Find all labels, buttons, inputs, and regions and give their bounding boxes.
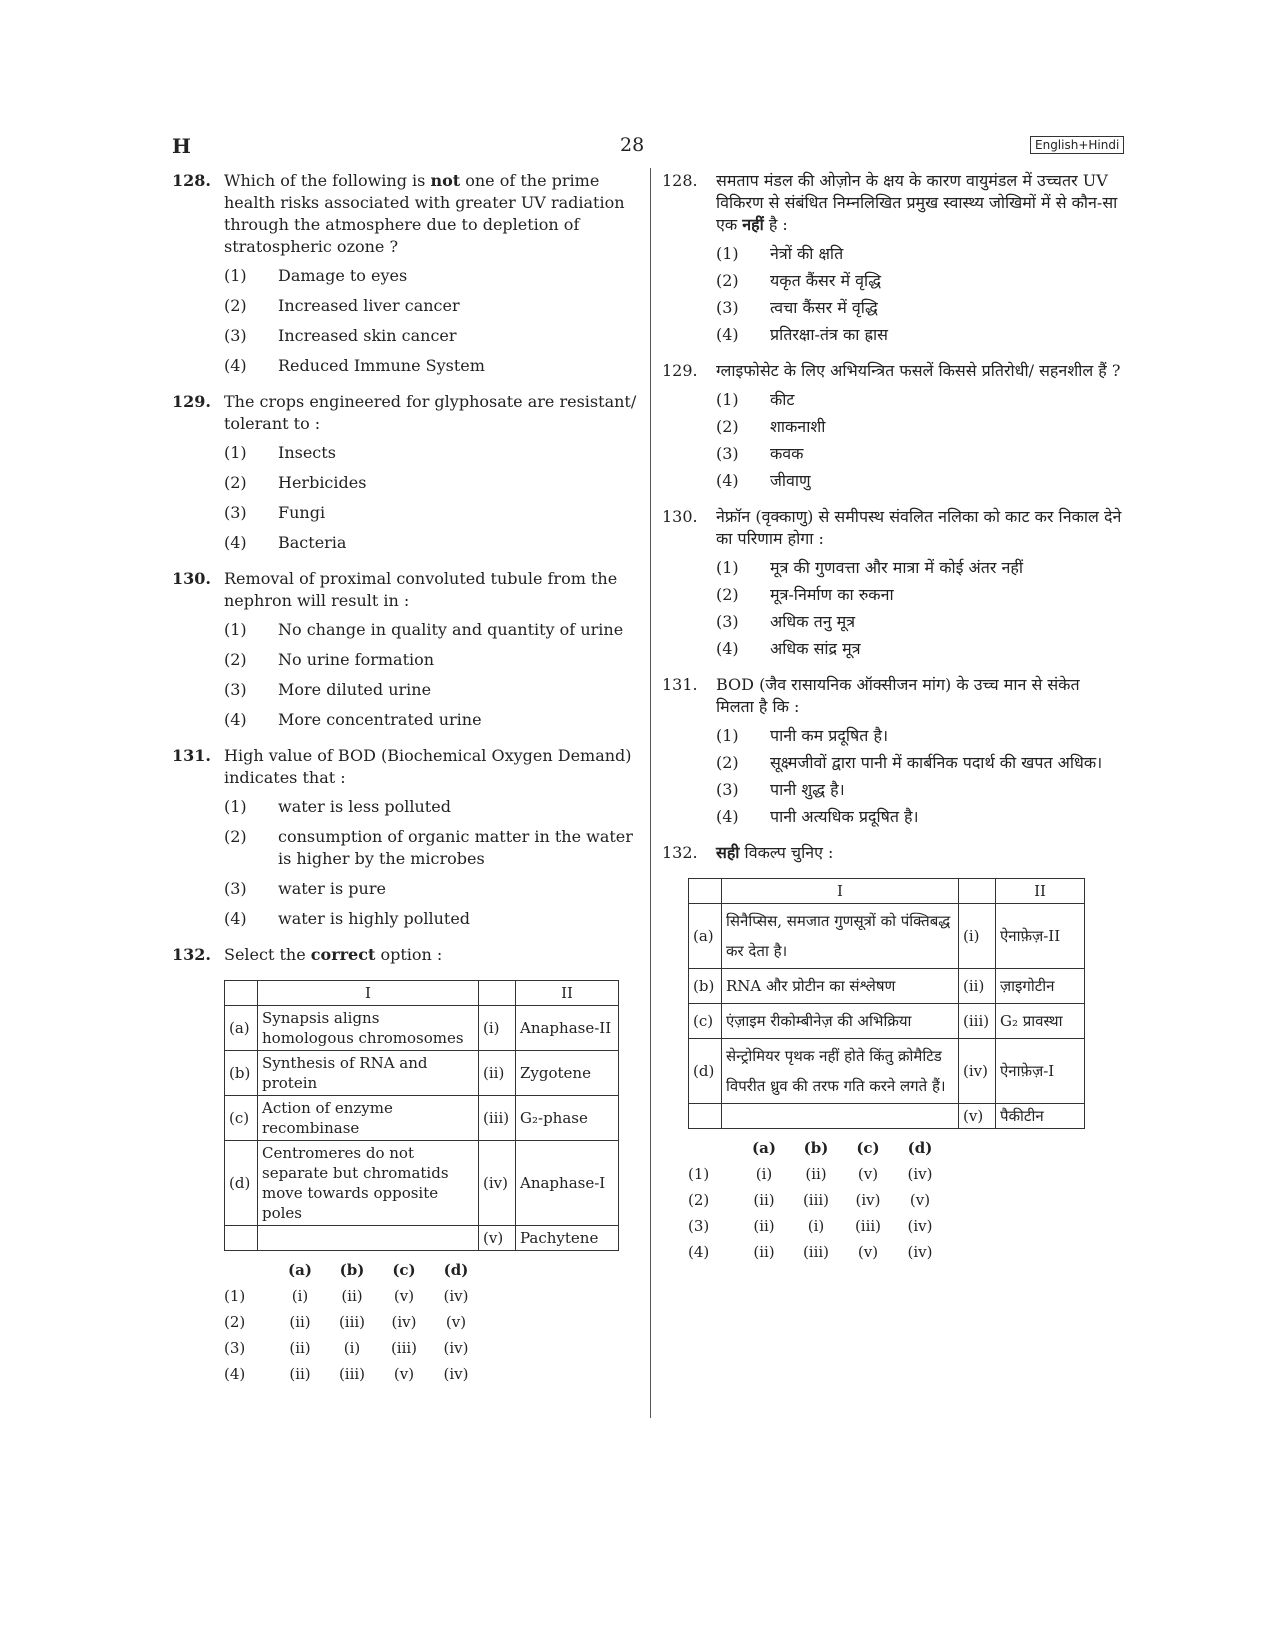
answer-cell: (ii) (805, 1165, 827, 1183)
answer-cell: (i) (343, 1339, 361, 1357)
question-text-part: BOD (जैव रासायनिक ऑक्सीजन मांग) के उच्च मान से संकेत मिलता है कि : (716, 675, 1080, 716)
question-stem (172, 170, 638, 258)
option-text: यकृत कैंसर में वृद्धि (770, 271, 881, 290)
option-item (224, 532, 638, 554)
option-label: (v) (479, 1226, 516, 1251)
question-block (172, 745, 638, 930)
answer-cell: (iii) (390, 1339, 418, 1357)
column-ii-cell: पैकीटीन (996, 1104, 1085, 1129)
option-number: (2) (716, 271, 739, 290)
question-block (662, 506, 1122, 660)
row-label: (d) (689, 1039, 722, 1104)
answer-cell: (iv) (907, 1165, 933, 1183)
answer-option-number: (4) (688, 1243, 710, 1261)
option-text: अधिक तनु मूत्र (770, 612, 856, 631)
option-text: Insects (278, 443, 336, 462)
question-number: 131. (662, 675, 698, 694)
option-text: Damage to eyes (278, 266, 408, 285)
question-text (224, 170, 638, 258)
option-text: नेत्रों की क्षति (770, 244, 844, 263)
options-list (716, 725, 1122, 828)
answer-cell: (iii) (338, 1365, 366, 1383)
option-text: जीवाणु (770, 471, 811, 490)
answer-header-cell: (a) (752, 1139, 776, 1157)
option-text: सूक्ष्मजीवों द्वारा पानी में कार्बनिक पदार्थ की खपत अधिक। (770, 753, 1103, 772)
answer-row (224, 1309, 482, 1335)
emphasis-text: सही (716, 843, 740, 862)
column-ii-cell: Anaphase-I (516, 1141, 619, 1226)
answer-header-cell (224, 1257, 274, 1283)
question-block (172, 391, 638, 554)
options-list (716, 557, 1122, 660)
column-header-ii: II (516, 981, 619, 1006)
column-ii-cell: Anaphase-II (516, 1006, 619, 1051)
question-text (716, 360, 1122, 382)
option-text: No urine formation (278, 650, 435, 669)
option-item (716, 752, 1122, 774)
option-item (716, 779, 1122, 801)
answer-cell: (ii) (341, 1287, 363, 1305)
question-number: 132. (172, 945, 211, 964)
option-number: (3) (224, 326, 247, 345)
row-label (225, 1226, 258, 1251)
section-label: H (172, 134, 191, 158)
answer-header-cell: (d) (443, 1261, 469, 1279)
match-table-row (225, 1226, 619, 1251)
option-number: (3) (224, 503, 247, 522)
question-text (224, 745, 638, 789)
answer-cell: (iv) (443, 1287, 469, 1305)
row-label: (b) (225, 1051, 258, 1096)
answer-cell: (iv) (855, 1191, 881, 1209)
answer-row (688, 1187, 946, 1213)
option-item (716, 725, 1122, 747)
emphasis-text: नहीं (742, 215, 764, 234)
match-table-row (689, 1039, 1085, 1104)
column-header-i: I (258, 981, 479, 1006)
answer-cell: (v) (857, 1165, 879, 1183)
answer-cell: (ii) (753, 1217, 775, 1235)
answer-cell: (iii) (854, 1217, 882, 1235)
answer-cell: (i) (807, 1217, 825, 1235)
column-header-i: I (722, 879, 959, 904)
answer-cell: (iv) (443, 1365, 469, 1383)
options-list (224, 619, 638, 731)
question-text (224, 391, 638, 435)
option-label: (i) (959, 904, 996, 969)
option-number: (2) (224, 296, 247, 315)
match-table-header (689, 879, 1085, 904)
question-block (662, 170, 1122, 346)
option-item (716, 611, 1122, 633)
question-text (716, 842, 1122, 864)
option-number: (2) (716, 585, 739, 604)
question-number: 129. (172, 392, 211, 411)
answer-header-cell: (c) (392, 1261, 416, 1279)
match-table-header (225, 981, 619, 1006)
row-label: (a) (225, 1006, 258, 1051)
answer-header-row (224, 1257, 482, 1283)
header-blank (225, 981, 258, 1006)
option-number: (1) (224, 797, 247, 816)
english-column (172, 170, 638, 1387)
answer-cell: (iii) (802, 1191, 830, 1209)
options-list (224, 442, 638, 554)
options-list (716, 389, 1122, 492)
question-text (224, 568, 638, 612)
option-label: (iii) (479, 1096, 516, 1141)
column-i-cell: Synthesis of RNA and protein (258, 1051, 479, 1096)
option-item (224, 325, 638, 347)
question-text (716, 506, 1122, 550)
column-i-cell: RNA और प्रोटीन का संश्लेषण (722, 969, 959, 1004)
option-text: More diluted urine (278, 680, 432, 699)
row-label: (c) (689, 1004, 722, 1039)
column-ii-cell: Zygotene (516, 1051, 619, 1096)
option-number: (2) (224, 650, 247, 669)
options-list (716, 243, 1122, 346)
answer-cell: (i) (755, 1165, 773, 1183)
question-block (172, 568, 638, 731)
option-number: (1) (716, 558, 739, 577)
option-text: Fungi (278, 503, 326, 522)
match-table-row (225, 1051, 619, 1096)
answer-header-cell: (d) (907, 1139, 933, 1157)
question-text (716, 170, 1122, 236)
option-text: Reduced Immune System (278, 356, 485, 375)
option-text: More concentrated urine (278, 710, 482, 729)
answer-cell: (iv) (443, 1339, 469, 1357)
question-text-part: The crops engineered for glyphosate are resistant/ tolerant to : (224, 392, 637, 433)
option-number: (3) (716, 612, 739, 631)
match-table-row (225, 1006, 619, 1051)
option-text: consumption of organic matter in the water is higher by the microbes (278, 827, 633, 868)
answer-header-cell: (a) (288, 1261, 312, 1279)
option-number: (4) (224, 356, 247, 375)
option-item (224, 472, 638, 494)
option-item (224, 442, 638, 464)
option-item (716, 443, 1122, 465)
option-number: (4) (224, 909, 247, 928)
header-blank (479, 981, 516, 1006)
emphasis-text: correct (310, 945, 376, 964)
option-number: (1) (224, 620, 247, 639)
option-label: (ii) (479, 1051, 516, 1096)
row-label: (c) (225, 1096, 258, 1141)
option-item (716, 806, 1122, 828)
option-number: (3) (716, 780, 739, 799)
option-number: (3) (224, 879, 247, 898)
question-text-part: है : (763, 215, 788, 234)
row-label: (b) (689, 969, 722, 1004)
answer-row (688, 1213, 946, 1239)
question-text-part: नेफ्रॉन (वृक्काणु) से समीपस्थ संवलित नलिका को काट कर निकाल देने का परिणाम होगा : (716, 507, 1122, 548)
answer-cell: (ii) (753, 1191, 775, 1209)
answer-option-number: (2) (688, 1191, 710, 1209)
question-stem (662, 506, 1122, 550)
option-number: (1) (224, 443, 247, 462)
option-number: (3) (716, 444, 739, 463)
option-item (716, 243, 1122, 265)
option-number: (4) (224, 533, 247, 552)
option-item (716, 389, 1122, 411)
option-text: शाकनाशी (770, 417, 826, 436)
option-item (716, 638, 1122, 660)
match-table-row (689, 969, 1085, 1004)
option-number: (1) (716, 244, 739, 263)
answer-row (224, 1335, 482, 1361)
option-item (224, 709, 638, 731)
option-item (716, 584, 1122, 606)
answer-option-number: (3) (224, 1339, 246, 1357)
column-ii-cell: Pachytene (516, 1226, 619, 1251)
option-item (224, 878, 638, 900)
answer-header-row (688, 1135, 946, 1161)
answer-header-cell: (c) (856, 1139, 880, 1157)
column-divider (650, 168, 651, 1418)
option-text: water is highly polluted (278, 909, 471, 928)
match-table-row (689, 904, 1085, 969)
option-label: (iii) (959, 1004, 996, 1039)
option-text: मूत्र-निर्माण का रुकना (770, 585, 894, 604)
option-number: (4) (716, 807, 739, 826)
column-ii-cell: ऐनाफ़ेज़-I (996, 1039, 1085, 1104)
option-item (224, 502, 638, 524)
column-ii-cell: ज़ाइगोटीन (996, 969, 1085, 1004)
match-table-row (689, 1004, 1085, 1039)
option-label: (v) (959, 1104, 996, 1129)
row-label (689, 1104, 722, 1129)
option-number: (2) (716, 417, 739, 436)
language-tag: English+Hindi (1030, 136, 1124, 154)
option-label: (iv) (959, 1039, 996, 1104)
match-table-row (225, 1141, 619, 1226)
option-number: (2) (224, 473, 247, 492)
answer-cell: (iii) (338, 1313, 366, 1331)
answer-cell: (iv) (907, 1217, 933, 1235)
option-text: त्वचा कैंसर में वृद्धि (770, 298, 878, 317)
answer-cell: (iv) (391, 1313, 417, 1331)
question-number: 128. (662, 171, 698, 190)
match-table-row (225, 1096, 619, 1141)
question-text-part: Which of the following is (224, 171, 431, 190)
option-item (224, 679, 638, 701)
answer-cell: (ii) (289, 1365, 311, 1383)
question-stem (662, 842, 1122, 864)
answer-cell: (iv) (907, 1243, 933, 1261)
column-i-cell: Action of enzyme recombinase (258, 1096, 479, 1141)
question-text-part: Select the (224, 945, 311, 964)
answer-option-number: (3) (688, 1217, 710, 1235)
answer-cell: (v) (393, 1365, 415, 1383)
option-number: (3) (716, 298, 739, 317)
question-text-part: विकल्प चुनिए : (739, 843, 834, 862)
question-stem (172, 568, 638, 612)
question-number: 132. (662, 843, 698, 862)
answer-option-number: (2) (224, 1313, 246, 1331)
option-number: (4) (716, 639, 739, 658)
option-text: पानी कम प्रदूषित है। (770, 726, 889, 745)
question-block (662, 360, 1122, 492)
option-text: पानी शुद्ध है। (770, 780, 845, 799)
column-i-cell: एंज़ाइम रीकोम्बीनेज़ की अभिक्रिया (722, 1004, 959, 1039)
question-number: 128. (172, 171, 211, 190)
question-number: 129. (662, 361, 698, 380)
option-item (224, 355, 638, 377)
option-item (224, 619, 638, 641)
column-header-ii: II (996, 879, 1085, 904)
question-text-part: Removal of proximal convoluted tubule from the nephron will result in : (224, 569, 618, 610)
option-text: प्रतिरक्षा-तंत्र का ह्रास (770, 325, 888, 344)
option-label: (iv) (479, 1141, 516, 1226)
option-item (224, 826, 638, 870)
match-table (688, 878, 1085, 1129)
column-i-cell (258, 1226, 479, 1251)
question-text-part: ग्लाइफोसेट के लिए अभियन्त्रित फसलें किससे प्रतिरोधी/ सहनशील हैं ? (716, 361, 1121, 380)
option-number: (1) (716, 726, 739, 745)
question-block (172, 170, 638, 377)
option-text: water is less polluted (278, 797, 451, 816)
option-text: मूत्र की गुणवत्ता और मात्रा में कोई अंतर नहीं (770, 558, 1024, 577)
answer-row (688, 1161, 946, 1187)
answer-option-number: (4) (224, 1365, 246, 1383)
option-number: (4) (716, 471, 739, 490)
question-stem (172, 391, 638, 435)
answer-cell: (v) (857, 1243, 879, 1261)
option-item (716, 416, 1122, 438)
question-block (662, 674, 1122, 828)
option-number: (4) (224, 710, 247, 729)
option-number: (2) (224, 827, 247, 846)
answer-options-table (688, 1135, 946, 1265)
question-block (662, 842, 1122, 864)
options-list (224, 796, 638, 930)
option-text: अधिक सांद्र मूत्र (770, 639, 861, 658)
emphasis-text: not (430, 171, 461, 190)
option-label: (ii) (959, 969, 996, 1004)
column-ii-cell: G₂ प्रावस्था (996, 1004, 1085, 1039)
answer-cell: (iii) (802, 1243, 830, 1261)
question-text-part: option : (375, 945, 443, 964)
option-item (716, 270, 1122, 292)
question-number: 131. (172, 746, 211, 765)
question-text (224, 944, 638, 966)
column-ii-cell: ऐनाफ़ेज़-II (996, 904, 1085, 969)
option-item (224, 908, 638, 930)
question-stem (172, 745, 638, 789)
option-item (224, 796, 638, 818)
options-list (224, 265, 638, 377)
header-blank (959, 879, 996, 904)
option-text: पानी अत्यधिक प्रदूषित है। (770, 807, 919, 826)
question-stem (662, 360, 1122, 382)
page-number: 28 (620, 134, 645, 156)
option-number: (2) (716, 753, 739, 772)
option-text: Herbicides (278, 473, 367, 492)
option-item (716, 297, 1122, 319)
question-stem (662, 674, 1122, 718)
answer-cell: (v) (445, 1313, 467, 1331)
answer-header-cell: (b) (803, 1139, 829, 1157)
question-stem (662, 170, 1122, 236)
option-item (224, 265, 638, 287)
option-text: कवक (770, 444, 804, 463)
column-i-cell: सिनैप्सिस, समजात गुणसूत्रों को पंक्तिबद्ध कर देता है। (722, 904, 959, 969)
answer-option-number: (1) (224, 1287, 246, 1305)
answer-row (224, 1283, 482, 1309)
answer-header-cell: (b) (339, 1261, 365, 1279)
option-item (716, 557, 1122, 579)
option-text: No change in quality and quantity of urine (278, 620, 624, 639)
option-text: Bacteria (278, 533, 347, 552)
option-item (716, 470, 1122, 492)
hindi-column (662, 170, 1122, 1265)
question-block (172, 944, 638, 966)
option-text: Increased skin cancer (278, 326, 457, 345)
question-number: 130. (172, 569, 211, 588)
column-i-cell: Centromeres do not separate but chromatids move towards opposite poles (258, 1141, 479, 1226)
answer-cell: (v) (909, 1191, 931, 1209)
option-number: (4) (716, 325, 739, 344)
option-item (224, 649, 638, 671)
answer-option-number: (1) (688, 1165, 710, 1183)
answer-cell: (ii) (753, 1243, 775, 1261)
answer-cell: (ii) (289, 1313, 311, 1331)
match-table-row (689, 1104, 1085, 1129)
option-item (716, 324, 1122, 346)
option-number: (1) (716, 390, 739, 409)
option-text: कीट (770, 390, 795, 409)
question-text-part: High value of BOD (Biochemical Oxygen Demand) indicates that : (224, 746, 632, 787)
row-label: (d) (225, 1141, 258, 1226)
column-i-cell: Synapsis aligns homologous chromosomes (258, 1006, 479, 1051)
answer-cell: (ii) (289, 1339, 311, 1357)
answer-row (688, 1239, 946, 1265)
row-label: (a) (689, 904, 722, 969)
column-i-cell (722, 1104, 959, 1129)
option-label: (i) (479, 1006, 516, 1051)
header-blank (689, 879, 722, 904)
option-number: (1) (224, 266, 247, 285)
answer-cell: (i) (291, 1287, 309, 1305)
question-stem (172, 944, 638, 966)
question-text (716, 674, 1122, 718)
option-text: Increased liver cancer (278, 296, 460, 315)
option-number: (3) (224, 680, 247, 699)
column-ii-cell: G₂-phase (516, 1096, 619, 1141)
answer-options-table (224, 1257, 482, 1387)
option-text: water is pure (278, 879, 386, 898)
question-text-part: समताप मंडल की ओज़ोन के क्षय के कारण वायुमंडल में उच्चतर UV विकिरण से संबंधित निम्नलिखित प्रमुख स्वास्थ्य जोखिमों में से कौन-सा एक (716, 171, 1118, 234)
column-i-cell: सेन्ट्रोमियर पृथक नहीं होते किंतु क्रोमैटिड विपरीत ध्रुव की तरफ गति करने लगते हैं। (722, 1039, 959, 1104)
answer-row (224, 1361, 482, 1387)
answer-cell: (v) (393, 1287, 415, 1305)
question-text-part: one of the prime health risks associated with greater UV radiation through the atmosphere due to depletion of stratospheric ozone ? (224, 171, 625, 256)
option-item (224, 295, 638, 317)
question-number: 130. (662, 507, 698, 526)
match-table (224, 980, 619, 1251)
answer-header-cell (688, 1135, 738, 1161)
